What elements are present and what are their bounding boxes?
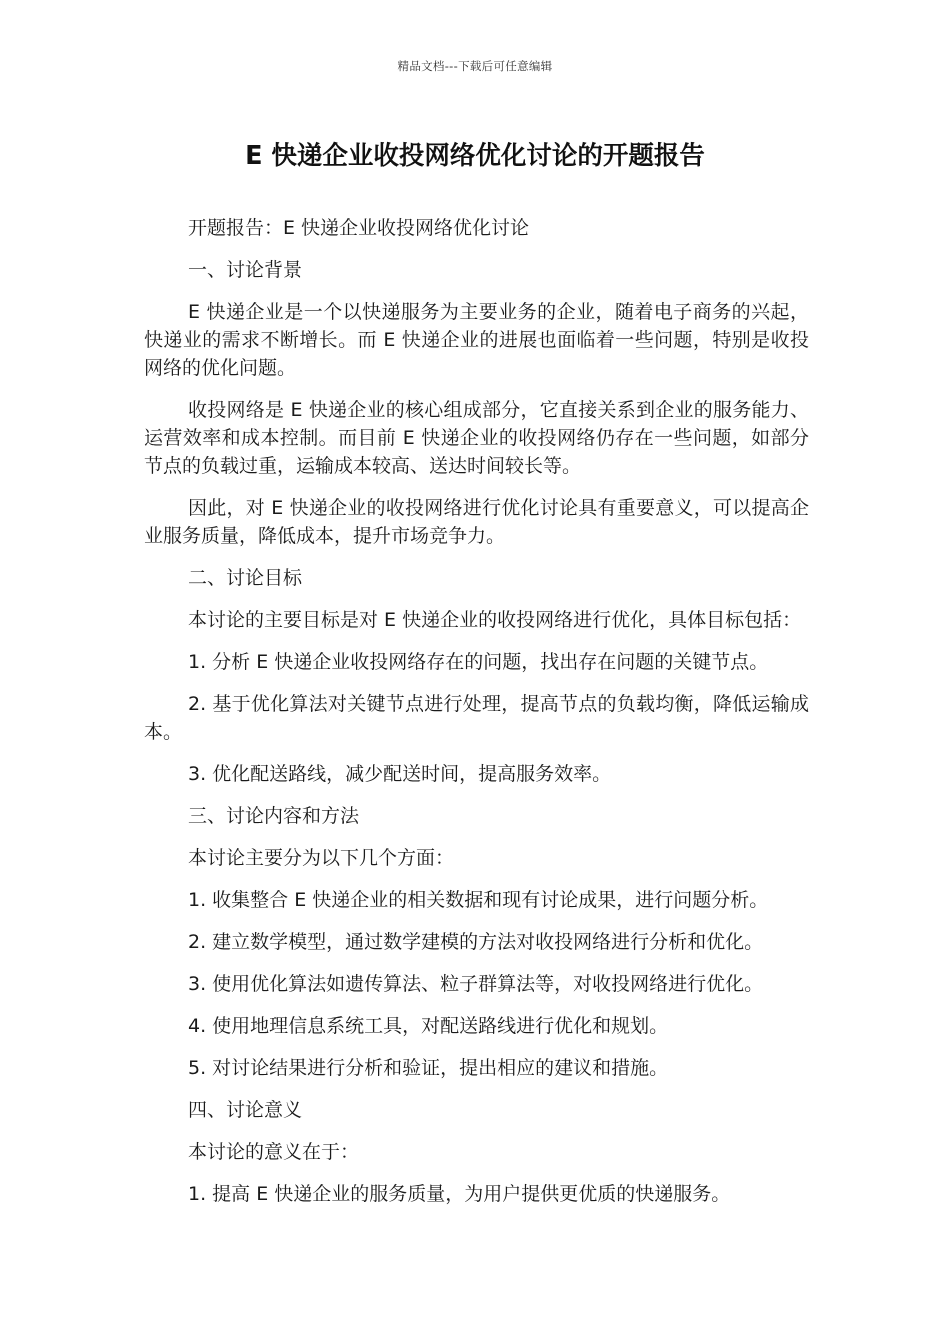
list-item: 1. 分析 E 快递企业收投网络存在的问题，找出存在问题的关键节点。: [188, 651, 769, 673]
body-paragraph: 收投网络是 E 快递企业的核心组成部分，它直接关系到企业的服务能力、运营效率和成本控制。而目前 E 快递企业的收投网络仍存在一些问题，如部分节点的负载过重，运输成本较高、送达时间较长等。: [144, 399, 809, 477]
list-item: 1. 提高 E 快递企业的服务质量，为用户提供更优质的快递服务。: [188, 1183, 731, 1205]
list-item: 2. 基于优化算法对关键节点进行处理，提高节点的负载均衡，降低运输成本。: [144, 693, 809, 743]
body-paragraph: E 快递企业是一个以快递服务为主要业务的企业，随着电子商务的兴起，快递业的需求不断增长。而 E 快递企业的进展也面临着一些问题，特别是收投网络的优化问题。: [144, 301, 809, 379]
list-item: 5. 对讨论结果进行分析和验证，提出相应的建议和措施。: [188, 1057, 669, 1079]
list-item: 1. 收集整合 E 快递企业的相关数据和现有讨论成果，进行问题分析。: [188, 889, 769, 911]
section-heading-content-methods: 三、讨论内容和方法: [188, 805, 360, 827]
list-item: 3. 使用优化算法如遗传算法、粒子群算法等，对收投网络进行优化。: [188, 973, 764, 995]
body-paragraph: 本讨论的主要目标是对 E 快递企业的收投网络进行优化，具体目标包括：: [188, 609, 802, 631]
header-note: 精品文档---下载后可任意编辑: [397, 59, 553, 73]
body-paragraph: 本讨论主要分为以下几个方面：: [188, 847, 455, 869]
document-title: E 快递企业收投网络优化讨论的开题报告: [245, 141, 705, 171]
document-body: [144, 214, 809, 1222]
list-item: 2. 建立数学模型，通过数学建模的方法对收投网络进行分析和优化。: [188, 931, 764, 953]
report-subject: 开题报告：E 快递企业收投网络优化讨论: [188, 217, 530, 239]
body-paragraph: 因此，对 E 快递企业的收投网络进行优化讨论具有重要意义，可以提高企业服务质量，降低成本，提升市场竞争力。: [144, 497, 809, 547]
body-paragraph: 本讨论的意义在于：: [188, 1141, 360, 1163]
list-item: 3. 优化配送路线，减少配送时间，提高服务效率。: [188, 763, 612, 785]
section-heading-background: 一、讨论背景: [188, 259, 303, 281]
section-heading-goals: 二、讨论目标: [188, 567, 303, 589]
section-heading-significance: 四、讨论意义: [188, 1099, 303, 1121]
list-item: 4. 使用地理信息系统工具，对配送路线进行优化和规划。: [188, 1015, 669, 1037]
